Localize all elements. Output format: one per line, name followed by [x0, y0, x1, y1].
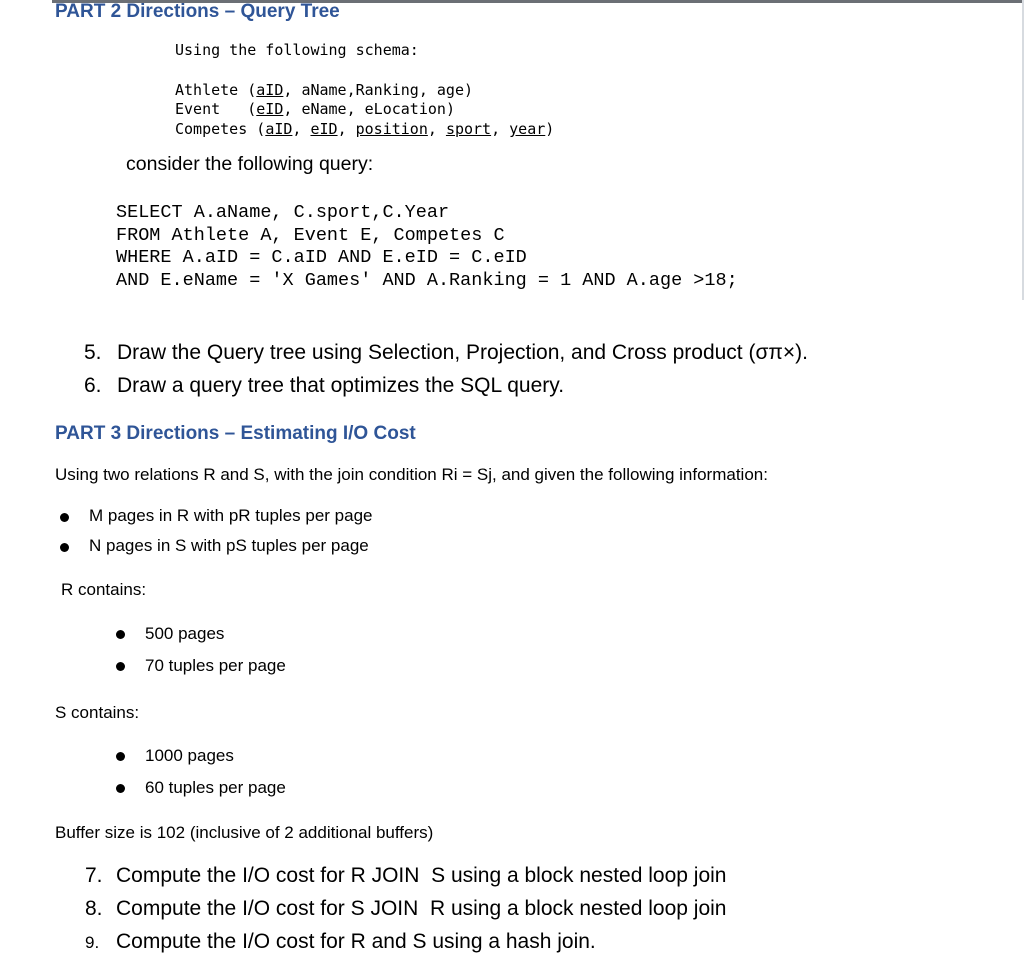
bullet-icon — [60, 543, 69, 552]
relation-name: Competes — [175, 120, 248, 138]
question-number: 7. — [85, 864, 103, 887]
buffer-text: Buffer size is 102 (inclusive of 2 additional buffers) — [55, 823, 434, 842]
attr: eName — [301, 100, 347, 118]
question-number: 9. — [85, 933, 100, 952]
attr-key: position — [355, 120, 428, 138]
relation-name: Event — [175, 100, 221, 118]
bullet-icon — [60, 513, 69, 522]
attr: age — [436, 81, 464, 99]
bullet-icon — [116, 630, 125, 639]
question-number: 5. — [84, 341, 102, 364]
question-number: 6. — [84, 374, 102, 397]
part3-intro: Using two relations R and S, with the join condition Ri = Sj, and given the following information: — [55, 465, 768, 484]
info-item-r: M pages in R with pR tuples per page — [89, 506, 373, 525]
question-text: Draw a query tree that optimizes the SQL query. — [117, 374, 565, 397]
info-item-s: N pages in S with pS tuples per page — [89, 536, 369, 555]
part3-heading: PART 3 Directions – Estimating I/O Cost — [55, 423, 416, 444]
sql-line-from: FROM Athlete A, Event E, Competes C — [116, 225, 505, 246]
attr-key: eID — [256, 100, 284, 118]
attr-key: sport — [445, 120, 492, 138]
attr: aName — [301, 81, 347, 99]
s-item-pages: 1000 pages — [145, 746, 234, 765]
question-8 — [85, 897, 726, 921]
question-text: Compute the I/O cost for R and S using a hash join. — [116, 930, 596, 953]
attr-key: year — [509, 120, 546, 138]
question-number: 8. — [85, 897, 103, 920]
schema-intro: Using the following schema: — [175, 41, 419, 59]
s-contains-label: S contains: — [55, 703, 140, 722]
question-text: Compute the I/O cost for S JOIN R using a block nested loop join — [116, 897, 727, 920]
question-6 — [84, 374, 564, 398]
sql-line-select: SELECT A.aName, C.sport,C.Year — [116, 202, 450, 223]
attr-key: aID — [256, 81, 284, 99]
r-item-tuples: 70 tuples per page — [145, 656, 286, 675]
attr: eLocation — [364, 100, 446, 118]
sql-line-and: AND E.eName = 'X Games' AND A.Ranking = 1 AND A.age >18; — [116, 270, 738, 291]
bullet-icon — [116, 662, 125, 671]
bullet-icon — [116, 752, 125, 761]
question-7 — [85, 864, 726, 888]
question-text: Compute the I/O cost for R JOIN S using a block nested loop join — [116, 864, 727, 887]
attr: Ranking — [355, 81, 419, 99]
question-9 — [85, 930, 596, 954]
question-text: Draw the Query tree using Selection, Projection, and Cross product (σπ×). — [117, 341, 809, 364]
attr-key: eID — [310, 120, 338, 138]
schema-competes: Competes (aID, eID, position, sport, year) — [175, 120, 555, 138]
s-item-tuples: 60 tuples per page — [145, 778, 286, 797]
r-contains-label: R contains: — [61, 580, 147, 599]
attr-key: aID — [265, 120, 293, 138]
relation-name: Athlete — [175, 81, 239, 99]
query-intro: consider the following query: — [126, 153, 374, 175]
schema-event: Event (eID, eName, eLocation) — [175, 100, 455, 118]
sql-line-where: WHERE A.aID = C.aID AND E.eID = C.eID — [116, 247, 527, 268]
bullet-icon — [116, 784, 125, 793]
part2-heading: PART 2 Directions – Query Tree — [55, 1, 340, 22]
question-5 — [84, 341, 808, 365]
schema-athlete: Athlete (aID, aName,Ranking, age) — [175, 81, 474, 99]
r-item-pages: 500 pages — [145, 624, 225, 643]
